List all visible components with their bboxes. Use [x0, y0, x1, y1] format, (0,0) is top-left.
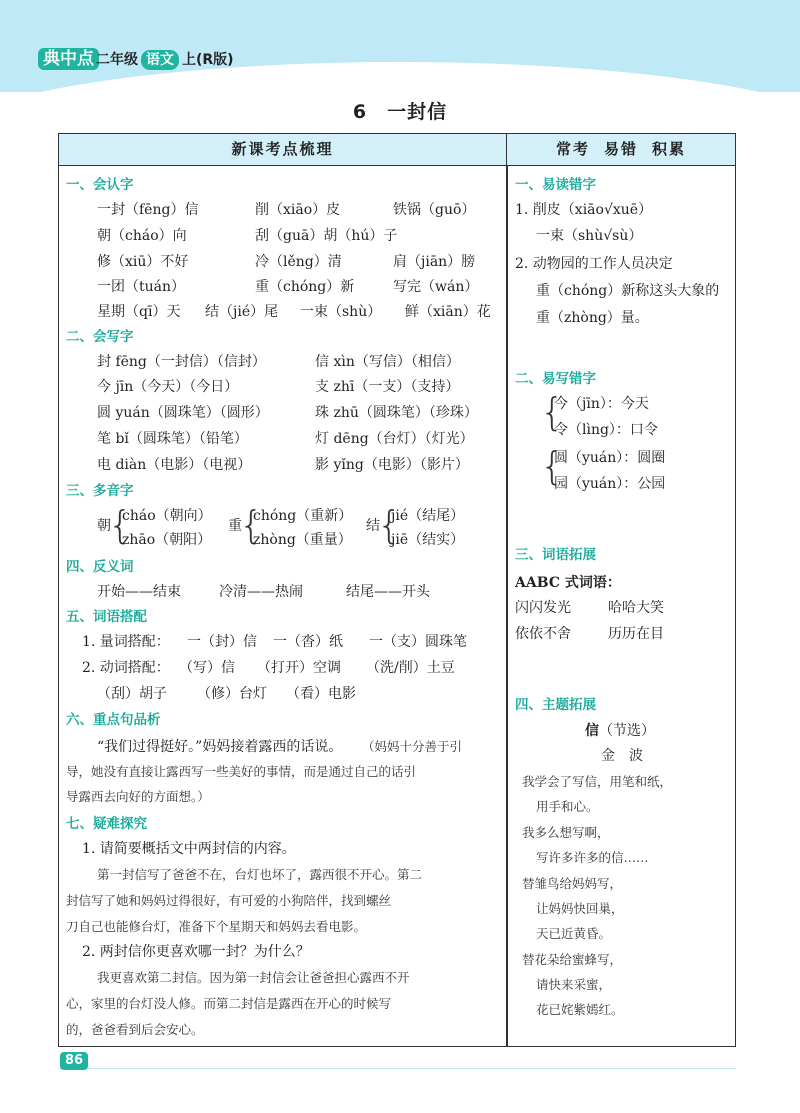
brace-symbol: { — [239, 503, 264, 547]
text-line: zhāo（朝阳） — [122, 532, 212, 548]
text-line: 1. 请简要概括文中两封信的内容。 — [82, 841, 296, 857]
text-line: 写完（wán） — [393, 279, 479, 295]
text-line: 一束（shù） — [300, 304, 382, 320]
header-banner — [0, 0, 800, 92]
text-line: 影 yǐng（电影）（影片） — [315, 457, 469, 473]
text-line: chóng（重新） — [253, 508, 353, 524]
text-line: 一束（shù√sù） — [536, 228, 643, 244]
text-line: 修（xiū）不好 — [97, 254, 189, 270]
text-line: 的，爸爸看到后会安心。 — [66, 1022, 204, 1037]
text-line: cháo（朝向） — [122, 508, 212, 524]
text-line: 一封（fēng）信 — [97, 202, 199, 218]
text-line: 重（zhòng）量。 — [536, 310, 649, 326]
text-line: 请快来采蜜， — [536, 977, 612, 992]
section-title-write: 二、会写字 — [66, 329, 134, 345]
text-line: 支 zhī（一支）（支持） — [315, 379, 460, 395]
text-line: 信（节选） — [585, 723, 655, 739]
text-line: 天已近黄昏。 — [536, 926, 612, 941]
text-line: 重 — [228, 518, 242, 534]
text-line: 2. 两封信你更喜欢哪一封？为什么？ — [82, 944, 310, 960]
text-line: 刮（guā）胡（hú）子 — [255, 228, 398, 244]
text-line: 一（沓）纸 — [273, 634, 343, 650]
text-line: （妈妈十分善于引 — [362, 739, 463, 754]
text-line: 珠 zhū（圆珠笔）（珍珠） — [315, 405, 478, 421]
text-line: 令（lìng）：口令 — [554, 422, 658, 438]
section-title-miswrite: 二、易写错字 — [515, 371, 596, 387]
text-line: jié（结尾） — [391, 508, 465, 524]
text-line: 历历在目 — [608, 626, 664, 642]
text-line: 让妈妈快回巢， — [536, 901, 624, 916]
text-line: 朝 — [97, 518, 111, 534]
text-line: 铁锅（guō） — [393, 202, 476, 218]
subject-badge: 语文 — [141, 50, 179, 70]
lesson-title: 6 一封信 — [352, 101, 448, 123]
text-line: jiē（结实） — [391, 532, 465, 548]
section-title-misread: 一、易读错字 — [515, 177, 596, 193]
text-line: 第一封信写了爸爸不在，台灯也坏了，露西很不开心。第二 — [97, 867, 423, 882]
text-line: 冷（lěng）清 — [255, 254, 342, 270]
text-line: 一（封）信 — [187, 634, 257, 650]
text-line: 1. 削皮（xiāo√xuē） — [515, 202, 653, 218]
text-line: 我学会了写信，用笔和纸， — [522, 774, 673, 789]
text-line: 我更喜欢第二封信。因为第一封信会让爸爸担心露西不开 — [97, 970, 410, 985]
text-line: 鲜（xiān）花 — [405, 304, 491, 320]
section-title-antonyms: 四、反义词 — [66, 559, 134, 575]
text-line: “我们过得挺好。”妈妈接着露西的话说。 — [97, 739, 343, 755]
text-line: AABC 式词语： — [515, 575, 621, 591]
text-line: 封信写了她和妈妈过得很好，有可爱的小狗陪伴，找到螺丝 — [66, 893, 392, 908]
text-line: 刀自己也能修台灯，准备下个星期天和妈妈去看电影。 — [66, 919, 367, 934]
text-line: 封 fēng（一封信）（信封） — [97, 354, 266, 370]
text-line: 星期（qī）天 — [97, 304, 181, 320]
brace-symbol: { — [377, 503, 402, 547]
section-title-polyphone: 三、多音字 — [66, 483, 134, 499]
text-line: 今（jīn）：今天 — [554, 396, 649, 412]
text-line: 圆（yuán）：圆圈 — [554, 450, 666, 466]
text-line: （洗/削）土豆 — [366, 660, 455, 676]
text-line: 替雏鸟给妈妈写， — [522, 876, 623, 891]
poem-author: 金 波 — [601, 748, 643, 764]
text-line: 信 xìn（写信）（相信） — [315, 354, 460, 370]
text-line: 圆 yuán（圆珠笔）（圆形） — [97, 405, 269, 421]
brace-symbol: { — [540, 444, 565, 488]
section-title-collocations: 五、词语搭配 — [66, 609, 147, 625]
text-line: 哈哈大笑 — [608, 600, 664, 616]
text-line: 灯 dēng（台灯）（灯光） — [315, 431, 474, 447]
text-line: （写）信 — [179, 660, 235, 676]
brand-logo: 典中点 — [38, 48, 99, 70]
text-line: 重（chóng）新称这头大象的 — [536, 283, 720, 299]
text-line: 笔 bǐ（圆珠笔）（铅笔） — [97, 431, 248, 447]
text-line: 导露西去向好的方面想。） — [66, 789, 210, 804]
text-line: 我多么想写啊， — [522, 825, 610, 840]
text-line: 2. 动物园的工作人员决定 — [515, 256, 673, 272]
section-title-sentence-analysis: 六、重点句品析 — [66, 712, 161, 728]
poem-title: 信 — [585, 723, 599, 739]
text-line: 1. 量词搭配： — [82, 634, 170, 650]
text-line: 电 diàn（电影）（电视） — [97, 457, 252, 473]
section-title-theme-expansion: 四、主题拓展 — [515, 697, 596, 713]
text-line: 重（chóng）新 — [255, 279, 355, 295]
text-line: 闪闪发光 — [515, 600, 571, 616]
text-line: 朝（cháo）向 — [97, 228, 187, 244]
text-line: 肩（jiān）膀 — [393, 254, 476, 270]
text-line: 写许多许多的信…… — [536, 850, 649, 865]
text-line: 花已姹紫嫣红。 — [536, 1002, 624, 1017]
left-column-heading: 新课考点梳理 — [59, 134, 506, 166]
text-line: （打开）空调 — [257, 660, 341, 676]
section-title-recognize: 一、会认字 — [66, 177, 134, 193]
text-line: 用手和心。 — [536, 799, 599, 814]
text-line: 今 jīn（今天）（今日） — [97, 379, 239, 395]
brace-symbol: { — [540, 390, 565, 434]
text-line: 导，她没有直接让露西写一些美好的事情，而是通过自己的话引 — [66, 764, 417, 779]
text-line: 结尾——开头 — [346, 584, 430, 600]
text-line: 削（xiāo）皮 — [255, 202, 341, 218]
text-line: 依依不舍 — [515, 626, 571, 642]
section-title-exploration: 七、疑难探究 — [66, 816, 147, 832]
text-line: 替花朵给蜜蜂写， — [522, 952, 623, 967]
text-line: （修）台灯 — [197, 686, 267, 702]
book-label: 二年级 语文 上(R版) — [96, 52, 234, 68]
text-line: zhòng（重量） — [253, 532, 352, 548]
text-line: 开始——结束 — [97, 584, 181, 600]
text-line: 心，家里的台灯没人修。而第二封信是露西在开心的时候写 — [66, 996, 392, 1011]
text-line: （刮）胡子 — [97, 686, 167, 702]
text-line: 2. 动词搭配： — [82, 660, 170, 676]
text-line: 冷清——热闹 — [219, 584, 303, 600]
text-line: （看）电影 — [286, 686, 356, 702]
right-column-heading: 常考 易错 积累 — [507, 134, 735, 166]
text-line: 结（jié）尾 — [205, 304, 279, 320]
text-line: 结 — [366, 518, 380, 534]
brace-symbol: { — [108, 503, 133, 547]
text-line: 一（支）圆珠笔 — [369, 634, 467, 650]
text-line: 园（yuán）：公园 — [554, 476, 666, 492]
page-number: 86 — [60, 1052, 88, 1070]
section-title-word-expansion: 三、词语拓展 — [515, 547, 596, 563]
text-line: 一团（tuán） — [97, 279, 186, 295]
